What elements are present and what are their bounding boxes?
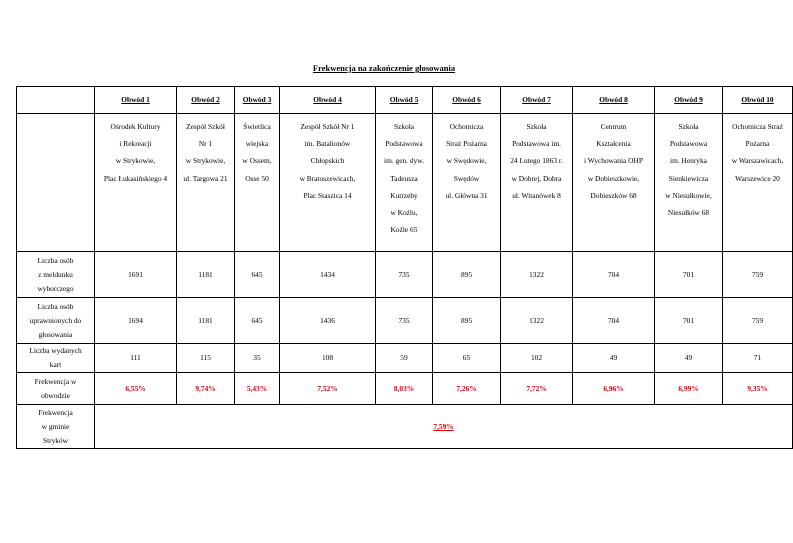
address-line: Ośrodek Kultury xyxy=(110,122,161,131)
address-line: Sienkiewicza xyxy=(668,173,709,183)
value-cell: 35 xyxy=(235,344,280,373)
address-row xyxy=(17,114,793,252)
table-row xyxy=(17,344,793,373)
turnout-value-cell: 6,55% xyxy=(95,373,177,405)
address-line: Straż Pożarna xyxy=(446,139,487,149)
address-line: w Strykowie, xyxy=(185,156,226,166)
address-line: Kształcenia xyxy=(596,139,631,149)
address-line: Plac Staszica 14 xyxy=(303,190,352,200)
table-row xyxy=(17,405,793,449)
district-address-cell xyxy=(433,114,501,252)
turnout-value-cell: 5,43% xyxy=(235,373,280,405)
address-label-cell xyxy=(17,114,95,252)
address-line: Niesułków 68 xyxy=(667,207,710,217)
value-cell: 1691 xyxy=(95,252,177,298)
address-line: w Warszawicach, xyxy=(731,156,784,166)
table-row xyxy=(17,252,793,298)
address-line: i Wychowania OHP xyxy=(584,156,643,166)
value-cell: 49 xyxy=(573,344,655,373)
district-address-cell xyxy=(655,114,723,252)
address-line: Chłopskich xyxy=(310,156,345,166)
value-cell: 71 xyxy=(723,344,793,373)
value-cell: 1181 xyxy=(177,298,235,344)
row-label xyxy=(17,373,95,405)
row-label xyxy=(17,298,95,344)
district-header: Obwód 8 xyxy=(573,87,655,114)
address-line: Zespół Szkół xyxy=(186,122,225,131)
district-header: Obwód 6 xyxy=(433,87,501,114)
row-label xyxy=(17,252,95,298)
district-header: Obwód 4 xyxy=(280,87,376,114)
address-line: Kutrzeby xyxy=(390,190,418,200)
total-label xyxy=(17,405,95,449)
address-line: Szkoła xyxy=(678,122,699,131)
corner-cell xyxy=(17,87,95,114)
total-label-line: Stryków xyxy=(42,435,69,445)
address-line: Dobieszków 68 xyxy=(590,190,637,200)
address-line: im. gen. dyw. xyxy=(384,156,424,166)
turnout-value-cell: 8,03% xyxy=(376,373,433,405)
address-line: w Dobieszkowie, xyxy=(587,173,640,183)
address-line: Szkoła xyxy=(393,122,415,131)
value-cell: 701 xyxy=(655,252,723,298)
value-cell: 115 xyxy=(177,344,235,373)
document-title: Frekwencja na zakończenie głosowania xyxy=(312,63,456,73)
value-cell: 108 xyxy=(280,344,376,373)
address-line: im. Henryka xyxy=(670,156,707,166)
value-cell: 645 xyxy=(235,252,280,298)
value-cell: 645 xyxy=(235,298,280,344)
row-label-line: Liczba wydanych xyxy=(29,346,82,355)
district-address-cell xyxy=(280,114,376,252)
address-line: Pożarna xyxy=(745,139,770,149)
value-cell: 65 xyxy=(433,344,501,373)
turnout-value-cell: 9,74% xyxy=(177,373,235,405)
address-line: ul. Witanówek 8 xyxy=(512,190,561,200)
address-line: w Bratoszewicach, xyxy=(299,173,356,183)
address-line: w Ossem, xyxy=(242,156,272,166)
district-address-cell xyxy=(95,114,177,252)
address-line: Osse 50 xyxy=(245,173,269,183)
district-header: Obwód 3 xyxy=(235,87,280,114)
header-row xyxy=(17,87,793,114)
district-header: Obwód 10 xyxy=(723,87,793,114)
district-header: Obwód 1 xyxy=(95,87,177,114)
turnout-value-cell: 7,26% xyxy=(433,373,501,405)
value-cell: 895 xyxy=(433,252,501,298)
address-line: Ochotnicza xyxy=(449,122,484,131)
total-label-line: w gminie xyxy=(41,421,70,431)
address-line: Świetlica xyxy=(243,122,271,131)
value-cell: 759 xyxy=(723,298,793,344)
address-line: w Strykowie, xyxy=(115,156,156,166)
district-header: Obwód 7 xyxy=(501,87,573,114)
address-line: Centrum xyxy=(600,122,627,131)
row-label-line: z meldunku xyxy=(38,269,73,279)
total-turnout-value: 7,59% xyxy=(95,405,793,449)
address-line: Nr 1 xyxy=(198,139,213,149)
address-line: w Niesułkowie, xyxy=(665,190,712,200)
value-cell: 111 xyxy=(95,344,177,373)
value-cell: 49 xyxy=(655,344,723,373)
value-cell: 735 xyxy=(376,298,433,344)
address-line: wiejska xyxy=(245,139,269,149)
table-row xyxy=(17,298,793,344)
value-cell: 1322 xyxy=(501,298,573,344)
district-header: Obwód 5 xyxy=(376,87,433,114)
address-line: Ochotnicza Straż xyxy=(732,122,783,131)
value-cell: 102 xyxy=(501,344,573,373)
total-label-line: Frekwencja xyxy=(38,407,73,417)
turnout-value-cell: 6,96% xyxy=(573,373,655,405)
value-cell: 704 xyxy=(573,252,655,298)
value-cell: 1322 xyxy=(501,252,573,298)
district-address-cell xyxy=(376,114,433,252)
district-address-cell xyxy=(501,114,573,252)
address-line: w Dobrej, Dobra xyxy=(511,173,562,183)
value-cell: 704 xyxy=(573,298,655,344)
turnout-table xyxy=(16,86,793,449)
district-header: Obwód 2 xyxy=(177,87,235,114)
table-row xyxy=(17,373,793,405)
row-label-line: Liczba osób xyxy=(37,255,74,265)
value-cell: 1181 xyxy=(177,252,235,298)
value-cell: 1434 xyxy=(280,252,376,298)
value-cell: 1436 xyxy=(280,298,376,344)
row-label-line: uprawnionych do xyxy=(29,315,82,325)
district-header: Obwód 9 xyxy=(655,87,723,114)
district-address-cell xyxy=(177,114,235,252)
address-line: w Swędowie, xyxy=(446,156,487,166)
value-cell: 759 xyxy=(723,252,793,298)
address-line: ul. Targowa 21 xyxy=(183,173,228,183)
row-label-line: wyborczego xyxy=(37,283,74,293)
address-line: Swędów xyxy=(453,173,480,183)
turnout-value-cell: 7,52% xyxy=(280,373,376,405)
value-cell: 701 xyxy=(655,298,723,344)
address-line: Warszewice 20 xyxy=(735,173,780,183)
district-address-cell xyxy=(723,114,793,252)
address-line: 24 Lutego 1863 r. xyxy=(510,156,563,166)
row-label-line: Frekwencja w xyxy=(34,376,77,386)
row-label-line: kart xyxy=(49,360,62,369)
turnout-value-cell: 7,72% xyxy=(501,373,573,405)
row-label-line: Liczba osób xyxy=(37,301,74,311)
address-line: Plac Łukasińskiego 4 xyxy=(103,173,168,183)
address-line: Tadeusza xyxy=(390,173,418,183)
turnout-value-cell: 9,35% xyxy=(723,373,793,405)
district-address-cell xyxy=(235,114,280,252)
district-address-cell xyxy=(573,114,655,252)
address-line: Zespół Szkół Nr 1 xyxy=(300,122,355,131)
address-line: ul. Główna 31 xyxy=(445,190,488,200)
value-cell: 59 xyxy=(376,344,433,373)
address-line: Podstawowa im. xyxy=(512,139,561,149)
row-label xyxy=(17,344,95,373)
row-label-line: obwodzie xyxy=(41,390,70,400)
address-line: im. Batalionów xyxy=(304,139,351,149)
address-line: i Rekreacji xyxy=(119,139,152,149)
value-cell: 735 xyxy=(376,252,433,298)
turnout-value-cell: 6,99% xyxy=(655,373,723,405)
row-label-line: głosowania xyxy=(38,329,73,339)
address-line: Koźle 65 xyxy=(390,225,418,235)
address-line: w Koźlu, xyxy=(390,207,418,217)
address-line: Szkoła xyxy=(526,122,547,131)
value-cell: 1694 xyxy=(95,298,177,344)
value-cell: 895 xyxy=(433,298,501,344)
address-line: Podstawowa xyxy=(385,139,423,149)
address-line: Podstawowa xyxy=(669,139,708,149)
